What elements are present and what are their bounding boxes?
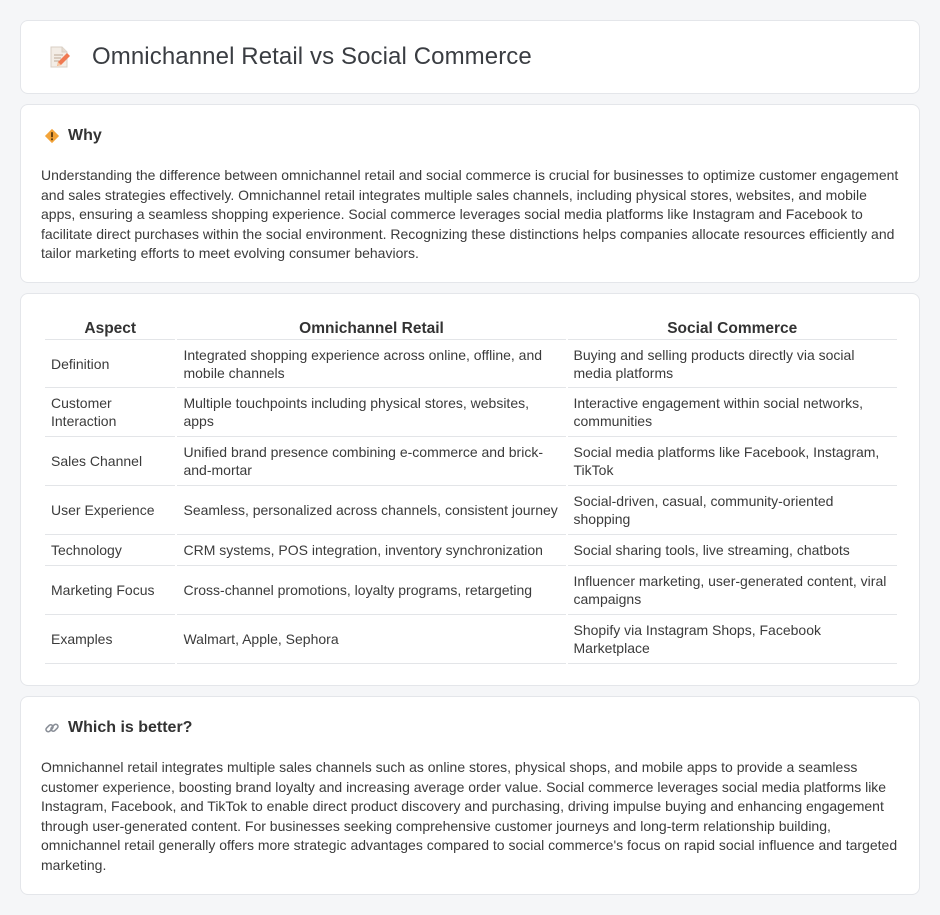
cell-social: Buying and selling products directly via social media platforms (568, 339, 897, 388)
why-title: Why (68, 127, 102, 144)
cell-social: Social sharing tools, live streaming, chatbots (568, 535, 897, 566)
cell-aspect: Examples (45, 615, 175, 664)
cell-social: Influencer marketing, user-generated content, viral campaigns (568, 566, 897, 615)
cell-aspect: User Experience (45, 486, 175, 535)
header-aspect: Aspect (84, 320, 137, 337)
document-pencil-icon (45, 43, 73, 71)
title-card (20, 20, 920, 94)
cell-social: Shopify via Instagram Shops, Facebook Marketplace (568, 615, 897, 664)
cell-omnichannel: Cross-channel promotions, loyalty programs, retargeting (177, 566, 565, 615)
cell-social: Social-driven, casual, community-oriented shopping (568, 486, 897, 535)
table-row (45, 437, 897, 486)
table-row (45, 566, 897, 615)
table-header-row (45, 315, 897, 339)
cell-omnichannel: Seamless, personalized across channels, consistent journey (177, 486, 565, 535)
header-social: Social Commerce (667, 320, 798, 337)
diamond-warning-icon (43, 127, 61, 145)
why-section (20, 104, 920, 283)
which-is-better-section (20, 696, 920, 895)
cell-social: Interactive engagement within social networks, communities (568, 388, 897, 437)
table-row (45, 388, 897, 437)
table-row (45, 486, 897, 535)
cell-aspect: Technology (45, 535, 175, 566)
why-text: Understanding the difference between omnichannel retail and social commerce is crucial for businesses to optimize customer engagement and sales strategies effectively. Omnichannel retail integrates multiple sales channels, including physical stores, websites, and mobile apps, ensuring a seamless shopping experience. Social commerce leverages social media platforms like Instagram and Facebook to facilitate direct purchases within the social environment. Recognizing these distinctions helps companies allocate resources efficiently and tailor marketing efforts to meet evolving consumer behaviors. (41, 167, 899, 261)
page-title: Omnichannel Retail vs Social Commerce (92, 43, 532, 70)
comparison-section (20, 293, 920, 686)
cell-aspect: Definition (45, 339, 175, 388)
cell-omnichannel: Multiple touchpoints including physical stores, websites, apps (177, 388, 565, 437)
table-row (45, 535, 897, 566)
cell-social: Social media platforms like Facebook, Instagram, TikTok (568, 437, 897, 486)
table-row (45, 615, 897, 664)
cell-aspect: Sales Channel (45, 437, 175, 486)
which-is-better-text: Omnichannel retail integrates multiple sales channels such as online stores, physical shops, and mobile apps to provide a seamless customer experience, boosting brand loyalty and increasing average order value. Social commerce leverages social media platforms like Instagram, Facebook, and TikTok to enable direct product discovery and purchasing, driving impulse buying and enhancing engagement through user-generated content. For businesses seeking comprehensive customer journeys and long-term relationship building, omnichannel retail generally offers more strategic advantages compared to social commerce's focus on rapid social influence and targeted marketing. (41, 759, 898, 873)
link-icon (43, 719, 61, 737)
header-omnichannel: Omnichannel Retail (299, 320, 444, 337)
which-is-better-title: Which is better? (68, 719, 193, 736)
cell-aspect: Marketing Focus (45, 566, 175, 615)
cell-omnichannel: CRM systems, POS integration, inventory synchronization (177, 535, 565, 566)
table-row (45, 339, 897, 388)
cell-omnichannel: Unified brand presence combining e-commerce and brick-and-mortar (177, 437, 565, 486)
cell-aspect: Customer Interaction (45, 388, 175, 437)
comparison-table (43, 315, 899, 664)
cell-omnichannel: Walmart, Apple, Sephora (177, 615, 565, 664)
cell-omnichannel: Integrated shopping experience across online, offline, and mobile channels (177, 339, 565, 388)
